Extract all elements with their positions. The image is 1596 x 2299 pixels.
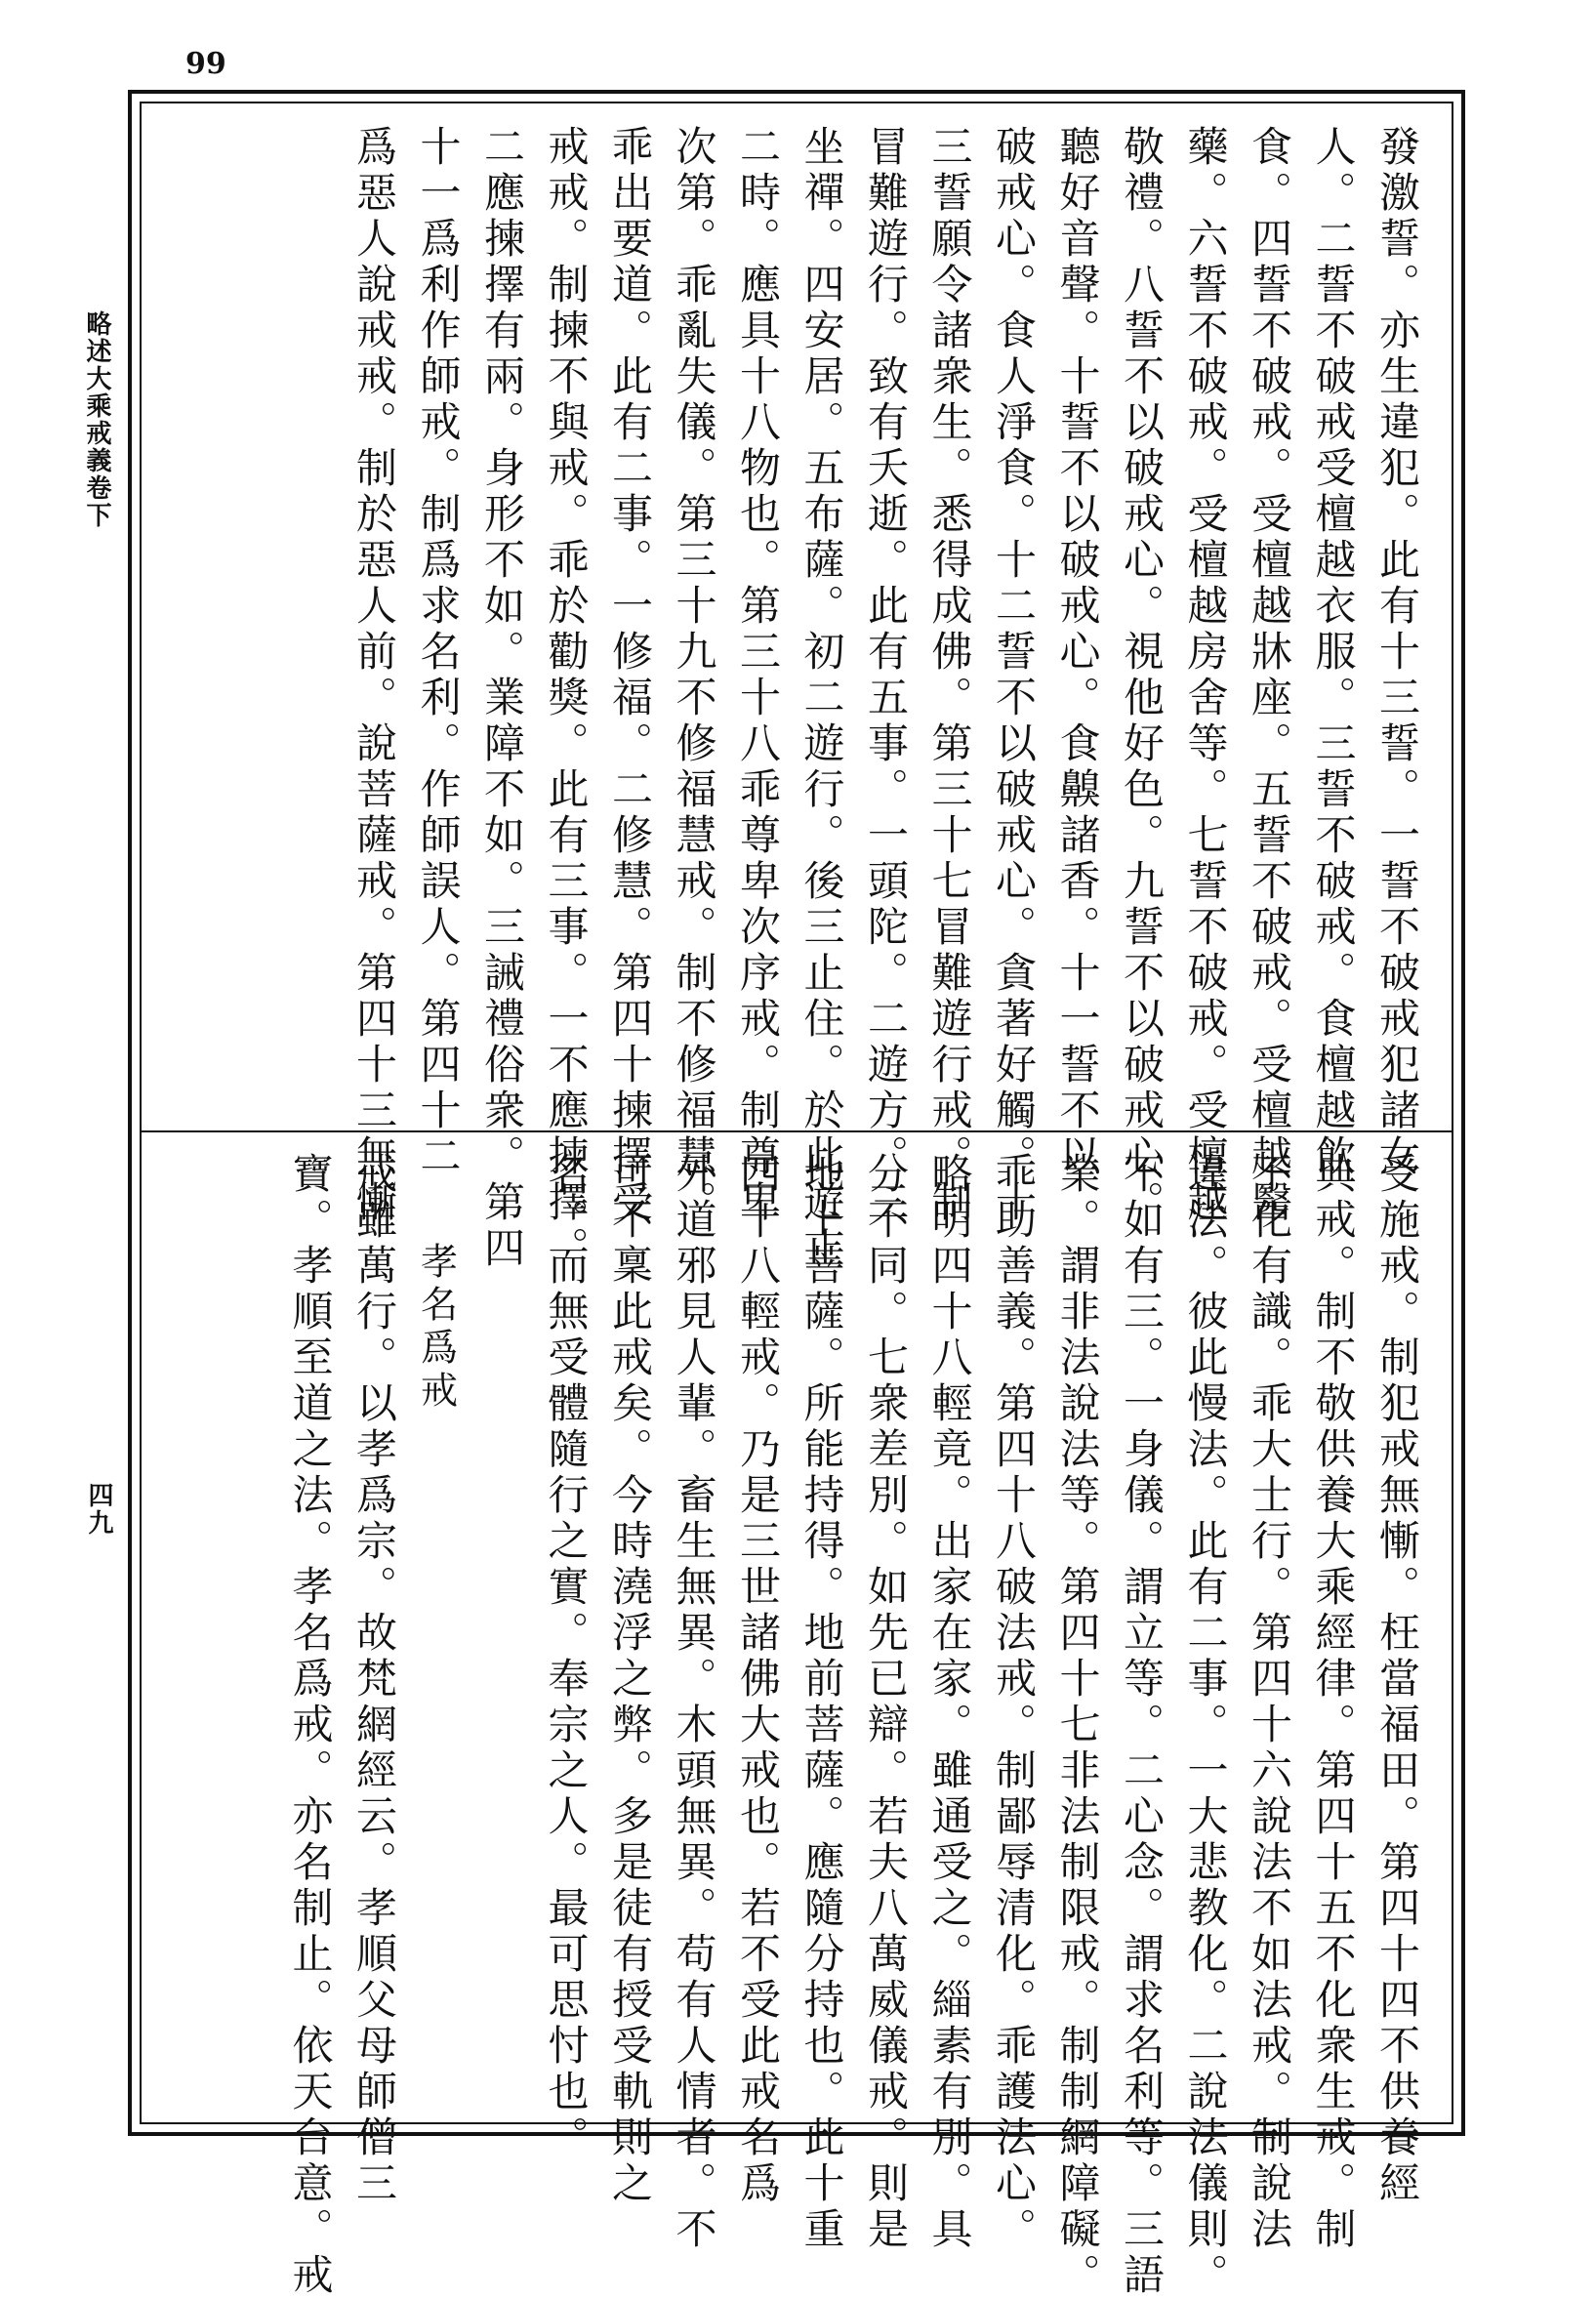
upper-text-column: 藥。六誓不破戒。受檀越房舍等。七誓不破戒。受檀越 <box>1181 125 1230 1226</box>
upper-text-column: 次第。乖亂失儀。第三十九不修福慧戒。制不修福慧。 <box>670 125 718 1226</box>
lower-text-column: 受施戒。制犯戒無慚。枉當福田。第四十四不供養經 <box>1373 1152 1421 2207</box>
upper-text-column: 坐禪。四安居。五布薩。初二遊行。後三止住。於此遊止 <box>798 125 846 1272</box>
lower-text-column: 地上菩薩。所能持得。地前菩薩。應隨分持也。此十重 <box>798 1152 846 2253</box>
upper-text-column: 人。二誓不破戒受檀越衣服。三誓不破戒。食檀越飲 <box>1309 125 1358 1180</box>
lower-text-column: 不化有識。乖大士行。第四十六說法不如法戒。制說法 <box>1246 1152 1293 2253</box>
upper-text-column: 十一爲利作師戒。制爲求名利。作師誤人。第四十二 <box>414 125 463 1180</box>
page-number: 99 <box>185 47 226 81</box>
upper-text-column: 破戒心。食人淨食。十二誓不以破戒心。貪著好觸。十 <box>990 125 1038 1226</box>
lower-text-column: 可不稟此戒矣。今時澆浮之弊。多是徒有授受軌則之 <box>606 1152 654 2207</box>
lower-text-column: 乖助善義。第四十八破法戒。制鄙辱清化。乖護法心。 <box>990 1152 1038 2253</box>
section-heading: 孝名爲戒 <box>414 1242 458 1414</box>
upper-text-column: 二應揀擇有兩。身形不如。業障不如。三誡禮俗衆。第四 <box>478 125 526 1272</box>
lower-text-column: 違法。彼此慢法。此有二事。一大悲教化。二說法儀則。 <box>1181 1152 1230 2299</box>
lower-text-column: 戒雖萬行。以孝爲宗。故梵網經云。孝順父母師僧三 <box>350 1152 398 2207</box>
lower-text-column: 外道邪見人輩。畜生無異。木頭無異。苟有人情者。不 <box>670 1152 718 2253</box>
upper-text-column: 冒難遊行。致有夭逝。此有五事。一頭陀。二遊方。三 <box>862 125 910 1226</box>
lower-text-column: 典戒。制不敬供養大乘經律。第四十五不化衆生戒。制 <box>1309 1152 1358 2253</box>
lower-text-column: 名。而無受體隨行之實。奉宗之人。最可思忖也。 <box>542 1152 591 2161</box>
lower-text-column: 分不同。七衆差別。如先已辯。若夫八萬威儀戒。則是 <box>862 1152 910 2253</box>
lower-text-column: 四十八輕戒。乃是三世諸佛大戒也。若不受此戒名爲 <box>734 1152 782 2207</box>
upper-text-column: 戒戒。制揀不與戒。乖於勸獎。此有三事。一不應揀擇。 <box>542 125 591 1272</box>
upper-text-column: 敬禮。八誓不以破戒心。視他好色。九誓不以破戒心。 <box>1118 125 1166 1226</box>
upper-text-column: 乖出要道。此有二事。一修福。二修慧。第四十揀擇受 <box>606 125 654 1226</box>
upper-text-column: 爲惡人說戒戒。制於惡人前。說菩薩戒。第四十三無慚 <box>350 125 398 1226</box>
running-title: 略述大乘戒義卷下 <box>82 310 111 529</box>
upper-text-column: 食。四誓不破戒。受檀越牀座。五誓不破戒。受檀越醫 <box>1246 125 1293 1226</box>
folio-number: 四九 <box>84 1482 113 1537</box>
lower-text-column: 不如有三。一身儀。謂立等。二心念。謂求名利等。三語 <box>1118 1152 1166 2299</box>
upper-text-column: 聽好音聲。十誓不以破戒心。食齅諸香。十一誓不以 <box>1053 125 1102 1180</box>
upper-text-column: 二時。應具十八物也。第三十八乖尊卑次序戒。制尊卑 <box>734 125 782 1226</box>
lower-text-column: 略明四十八輕竟。出家在家。雖通受之。緇素有別。具 <box>925 1152 974 2253</box>
upper-text-column: 發激誓。亦生違犯。此有十三誓。一誓不破戒犯諸女 <box>1373 125 1421 1180</box>
lower-text-column: 寶。孝順至道之法。孝名爲戒。亦名制止。依天台意。戒 <box>286 1152 335 2299</box>
lower-text-column: 業。謂非法說法等。第四十七非法制限戒。制制網障礙。 <box>1053 1152 1102 2299</box>
upper-text-column: 三誓願令諸衆生。悉得成佛。第三十七冒難遊行戒。制 <box>925 125 974 1226</box>
